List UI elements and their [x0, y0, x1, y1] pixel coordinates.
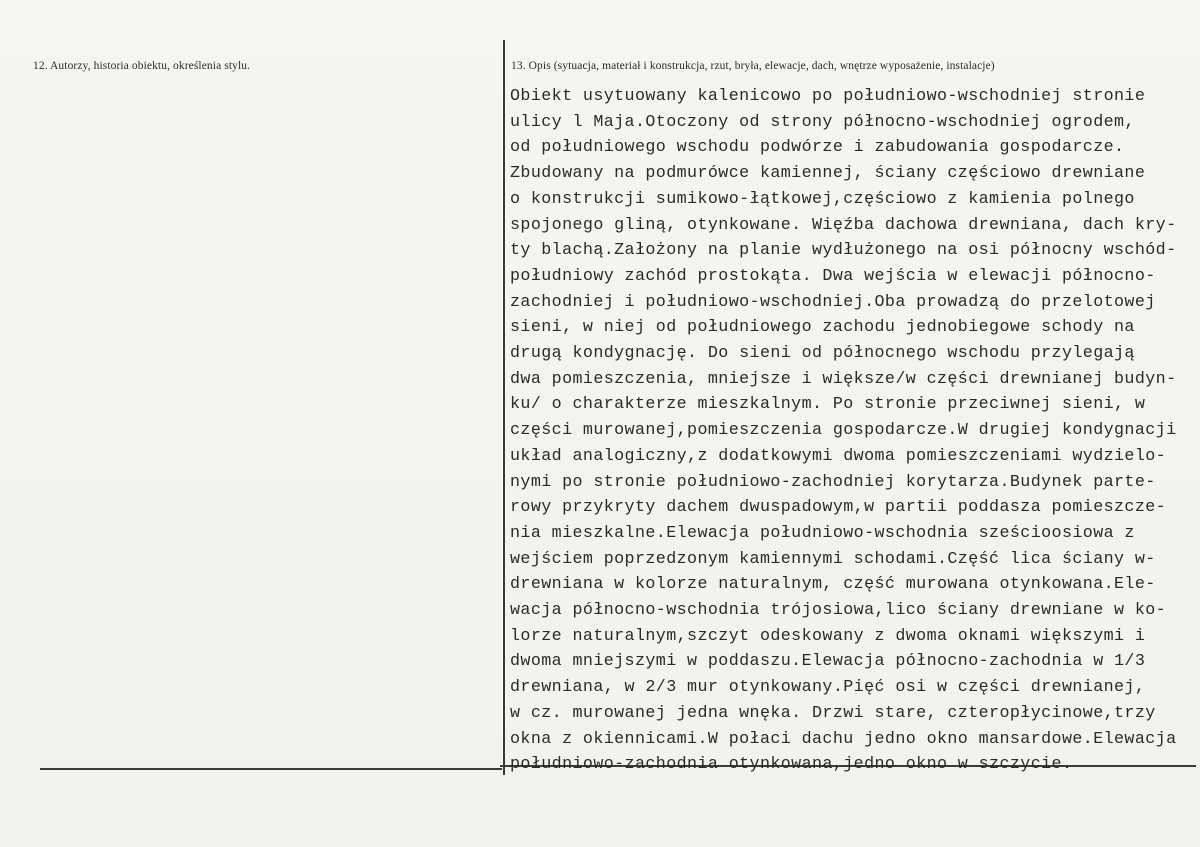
description-line: Zbudowany na podmurówce kamiennej, ściany częściowo drewniane [510, 164, 1146, 184]
description-line: południowo-zachodnia otynkowana,jedno okno w szczycie. [510, 755, 1073, 775]
description-line: rowy przykryty dachem dwuspadowym,w partii poddasza pomieszcze- [510, 498, 1167, 518]
description-line: wejściem poprzedzonym kamiennymi schodami.Część lica ściany w- [510, 549, 1156, 569]
description-line: o konstrukcji sumikowo-łątkowej,częściowo z kamienia polnego [510, 189, 1135, 209]
column-divider [503, 40, 505, 775]
description-line: zachodniej i południowo-wschodniej.Oba prowadzą do przelotowej [510, 292, 1156, 312]
description-line: lorze naturalnym,szczyt odeskowany z dwoma oknami większymi i [510, 626, 1146, 646]
description-line: sieni, w niej od południowego zachodu jednobiegowe schody na [510, 318, 1135, 338]
description-line: nia mieszkalne.Elewacja południowo-wschodnia sześcioosiowa z [510, 523, 1135, 543]
description-line: Obiekt usytuowany kalenicowo po południowo-wschodniej stronie [510, 87, 1146, 106]
bottom-rule-left [40, 768, 502, 770]
description-line: ty blachą.Założony na planie wydłużonego na osi północny wschód- [510, 241, 1177, 261]
description-line: nymi po stronie południowo-zachodniej korytarza.Budynek parte- [510, 472, 1156, 492]
description-line: drewniana, w 2/3 mur otynkowany.Pięć osi w części drewnianej, [510, 678, 1146, 698]
section-12-heading: 12. Autorzy, historia obiektu, określenia stylu. [33, 60, 251, 72]
description-line: dwa pomieszczenia, mniejsze i większe/w części drewnianej budyn- [510, 369, 1177, 389]
description-line: drewniana w kolorze naturalnym, część murowana otynkowana.Ele- [510, 575, 1156, 595]
description-line: od południowego wschodu podwórze i zabudowania gospodarcze. [510, 138, 1125, 158]
description-line: okna z okiennicami.W połaci dachu jedno okno mansardowe.Elewacja [510, 729, 1177, 749]
description-text [510, 84, 1190, 778]
section-13-heading: 13. Opis (sytuacja, materiał i konstrukcja, rzut, bryła, elewacje, dach, wnętrze wyposażenie, instalacje) [511, 60, 995, 72]
description-line: drugą kondygnację. Do sieni od północnego wschodu przylegają [510, 344, 1135, 364]
description-line: części murowanej,pomieszczenia gospodarcze.W drugiej kondygnacji [510, 421, 1177, 441]
description-line: ulicy l Maja.Otoczony od strony północno-wschodniej ogrodem, [510, 112, 1135, 132]
description-line: ku/ o charakterze mieszkalnym. Po stronie przeciwnej sieni, w [510, 395, 1146, 415]
description-line: układ analogiczny,z dodatkowymi dwoma pomieszczeniami wydzielo- [510, 446, 1167, 466]
description-line: południowy zachód prostokąta. Dwa wejścia w elewacji północno- [510, 266, 1156, 286]
description-line: w cz. murowanej jedna wnęka. Drzwi stare, czteropłycinowe,trzy [510, 703, 1156, 723]
description-line: dwoma mniejszymi w poddaszu.Elewacja północno-zachodnia w 1/3 [510, 652, 1146, 672]
description-line: spojonego gliną, otynkowane. Więźba dachowa drewniana, dach kry- [510, 215, 1177, 235]
description-line: wacja północno-wschodnia trójosiowa,lico ściany drewniane w ko- [510, 601, 1167, 621]
